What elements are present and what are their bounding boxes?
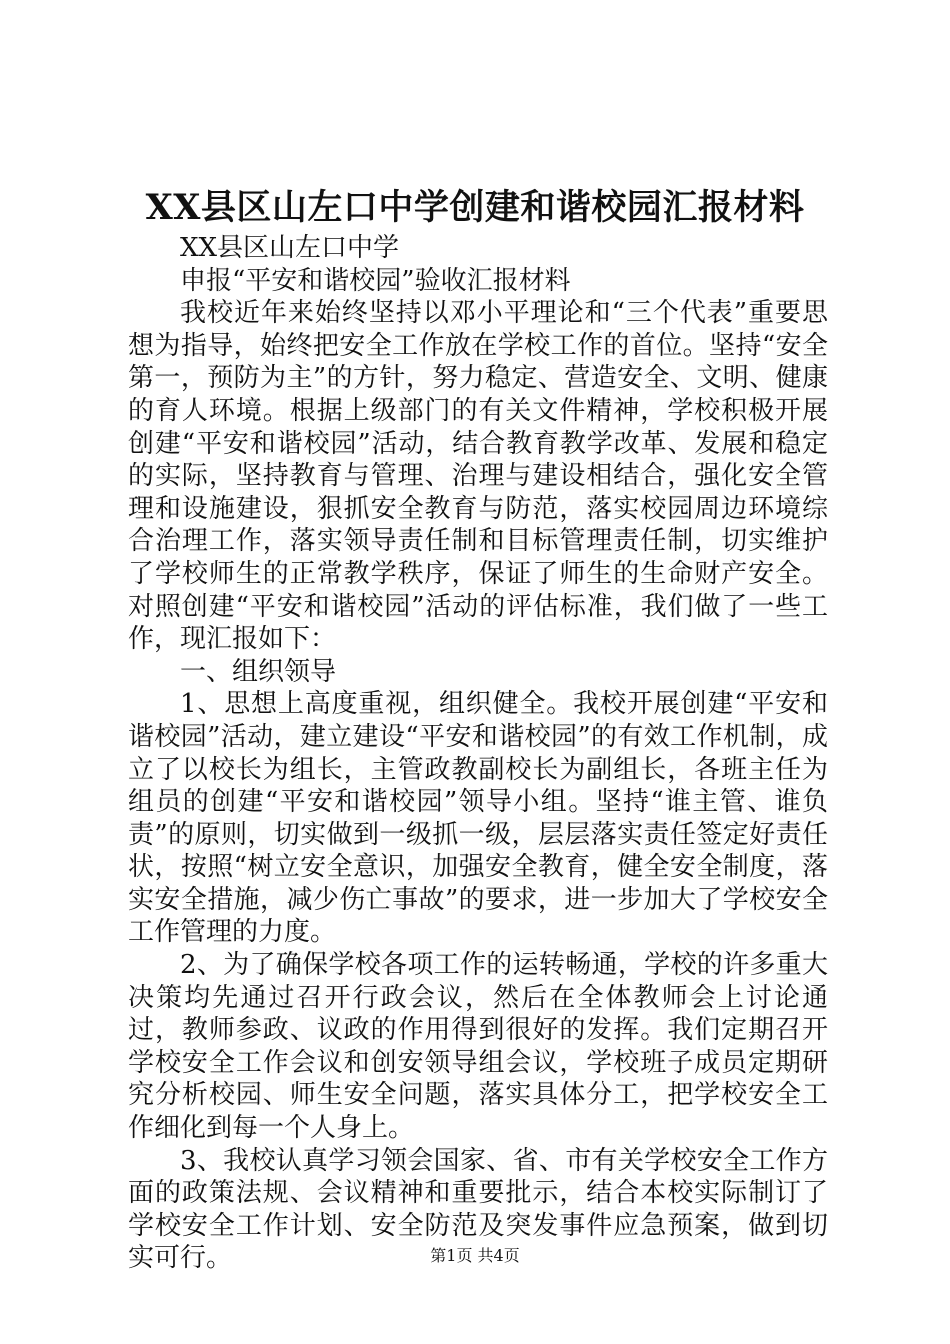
paragraph-item-3: 3、我校认真学习领会国家、省、市有关学校安全工作方面的政策法规、会议精神和重要批示，结合本校实际制订了学校安全工作计划、安全防范及突发事件应急预案，做到切实可行。: [128, 1145, 828, 1274]
intro-paragraph: 我校近年来始终坚持以邓小平理论和“三个代表”重要思想为指导，始终把安全工作放在学校工作的首位。坚持“安全第一，预防为主”的方针，努力稳定、营造安全、文明、健康的育人环境。根据上级部门的有关文件精神，学校积极开展创建“平安和谐校园”活动，结合教育教学改革、发展和稳定的实际，坚持教育与管理、治理与建设相结合，强化安全管理和设施建设，狠抓安全教育与防范，落实校园周边环境综合治理工作，落实领导责任制和目标管理责任制，切实维护了学校师生的正常教学秩序，保证了师生的生命财产安全。对照创建“平安和谐校园”活动的评估标准，我们做了一些工作，现汇报如下：: [128, 298, 828, 655]
paragraph-item-1: 1、思想上高度重视，组织健全。我校开展创建“平安和谐校园”活动，建立建设“平安和谐校园”的有效工作机制，成立了以校长为组长，主管政教副校长为副组长，各班主任为组员的创建“平安和谐校园”领导小组。坚持“谁主管、谁负责”的原则，切实做到一级抓一级，层层落实责任签定好责任状，按照“树立安全意识，加强安全教育，健全安全制度，落实安全措施，减少伤亡事故”的要求，进一步加大了学校安全工作管理的力度。: [128, 689, 828, 948]
document-body: [128, 232, 828, 1275]
paragraph-item-2: 2、为了确保学校各项工作的运转畅通，学校的许多重大决策均先通过召开行政会议，然后在全体教师会上讨论通过，教师参政、议政的作用得到很好的发挥。我们定期召开学校安全工作会议和创安领导组会议，学校班子成员定期研究分析校园、师生安全问题，落实具体分工，把学校安全工作细化到每一个人身上。: [128, 950, 828, 1144]
section-heading-organization: 一、组织领导: [180, 656, 337, 687]
report-subtitle-line: 申报“平安和谐校园”验收汇报材料: [180, 265, 571, 296]
page-number-footer: 第1页 共4页: [430, 1246, 520, 1265]
school-name-line: XX县区山左口中学: [180, 233, 400, 263]
document-title: XX县区山左口中学创建和谐校园汇报材料: [145, 187, 805, 228]
